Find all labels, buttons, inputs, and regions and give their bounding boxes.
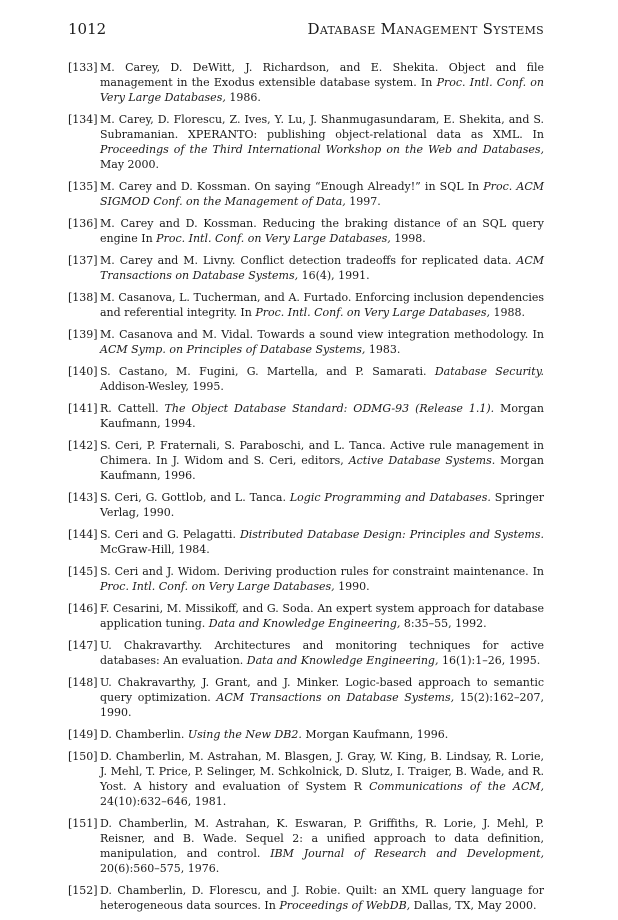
reference-number: [145] [68, 565, 98, 578]
reference-number: [134] [68, 113, 98, 126]
reference-text [100, 60, 544, 105]
reference-entry [68, 883, 544, 913]
reference-fragment: 1988. [489, 306, 525, 319]
reference-entry [68, 60, 544, 105]
reference-fragment: 16(4), 1991. [298, 269, 370, 282]
reference-text [100, 883, 544, 913]
reference-fragment: D. Chamberlin, M. Astrahan, M. Blasgen, J. Gray, W. King, B. Lindsay, R. Lorie, J. Mehl, T. Price, P. Selinger, M. Schkolnick, D. Slutz, I. Traiger, B. Wade, and R. Yost. A history and evaluation of System R [100, 750, 544, 793]
reference-entry [68, 364, 544, 394]
reference-text [100, 527, 544, 557]
reference-fragment: M. Carey, D. DeWitt, J. Richardson, and E. Shekita. Object and file management in the Exodus extensible database system. In [100, 61, 544, 89]
reference-entry [68, 216, 544, 246]
reference-entry [68, 601, 544, 631]
reference-entry [68, 401, 544, 431]
reference-venue: Data and Knowledge Engineering, [208, 617, 401, 630]
reference-number: [138] [68, 291, 98, 304]
reference-text [100, 253, 544, 283]
reference-number: [147] [68, 639, 98, 652]
reference-fragment: M. Casanova and M. Vidal. Towards a sound view integration methodology. In [100, 328, 544, 341]
reference-venue: Data and Knowledge Engineering, [246, 654, 439, 667]
page-header [68, 20, 544, 42]
reference-number: [139] [68, 328, 98, 341]
reference-number: [152] [68, 884, 98, 897]
reference-fragment: Morgan Kaufmann, 1996. [100, 454, 544, 482]
reference-fragment: M. Carey and D. Kossman. Reducing the braking distance of an SQL query engine In [100, 217, 544, 245]
reference-fragment: S. Ceri and G. Pelagatti. [100, 528, 240, 541]
reference-text [100, 216, 544, 246]
reference-fragment: 1998. [390, 232, 426, 245]
reference-text [100, 401, 544, 431]
reference-fragment: Addison-Wesley, 1995. [100, 380, 224, 393]
reference-number: [137] [68, 254, 98, 267]
reference-text [100, 179, 544, 209]
reference-text [100, 490, 544, 520]
reference-entry [68, 564, 544, 594]
reference-text [100, 438, 544, 483]
reference-fragment: D. Chamberlin. [100, 728, 188, 741]
reference-text [100, 564, 544, 594]
reference-entry [68, 179, 544, 209]
reference-fragment: S. Ceri and J. Widom. Deriving production rules for constraint maintenance. In [100, 565, 544, 578]
reference-fragment: S. Ceri, G. Gottlob, and L. Tanca. [100, 491, 290, 504]
reference-text [100, 816, 544, 876]
reference-venue: Proceedings of WebDB, [279, 899, 411, 912]
reference-fragment: R. Cattell. [100, 402, 165, 415]
reference-fragment: U. Chakravarthy. Architectures and monitoring techniques for active databases: An evaluation. [100, 639, 544, 667]
reference-venue: Proceedings of the Third International Workshop on the Web and Databases, [100, 143, 544, 156]
reference-fragment: M. Casanova, L. Tucherman, and A. Furtado. Enforcing inclusion dependencies and referential integrity. In [100, 291, 544, 319]
reference-fragment: Dallas, TX, May 2000. [410, 899, 537, 912]
reference-number: [144] [68, 528, 98, 541]
reference-entry [68, 490, 544, 520]
reference-number: [150] [68, 750, 98, 763]
reference-fragment: Morgan Kaufmann, 1994. [100, 402, 544, 430]
reference-fragment: McGraw-Hill, 1984. [100, 543, 210, 556]
reference-number: [136] [68, 217, 98, 230]
reference-fragment: 1997. [345, 195, 381, 208]
reference-fragment: 8:35–55, 1992. [400, 617, 487, 630]
reference-venue: Communications of the ACM, [369, 780, 544, 793]
reference-text [100, 749, 544, 809]
reference-number: [141] [68, 402, 98, 415]
reference-entry [68, 327, 544, 357]
reference-venue: Proc. ACM SIGMOD Conf. on the Management of Data, [100, 180, 544, 208]
page-number: 1012 [68, 20, 107, 38]
reference-entry [68, 749, 544, 809]
reference-fragment: S. Ceri, P. Fraternali, S. Paraboschi, and L. Tanca. Active rule management in Chimera. In J. Widom and S. Ceri, editors, [100, 439, 544, 467]
reference-text [100, 675, 544, 720]
reference-list [68, 60, 544, 920]
reference-fragment: 24(10):632–646, 1981. [100, 795, 227, 808]
reference-fragment: 16(1):1–26, 1995. [438, 654, 541, 667]
reference-number: [143] [68, 491, 98, 504]
reference-fragment: M. Carey and D. Kossman. On saying “Enough Already!” in SQL In [100, 180, 484, 193]
reference-venue: ACM Symp. on Principles of Database Systems, [100, 343, 366, 356]
reference-fragment: M. Carey and M. Livny. Conflict detection tradeoffs for replicated data. [100, 254, 517, 267]
reference-entry [68, 438, 544, 483]
reference-venue: Active Database Systems. [348, 454, 496, 467]
reference-fragment: U. Chakravarthy, J. Grant, and J. Minker. Logic-based approach to semantic query optimization. [100, 676, 544, 704]
reference-number: [140] [68, 365, 98, 378]
reference-entry [68, 816, 544, 876]
reference-fragment: D. Chamberlin, D. Florescu, and J. Robie. Quilt: an XML query language for heterogeneous data sources. In [100, 884, 544, 912]
reference-text [100, 638, 544, 668]
reference-venue: Database Security. [434, 365, 544, 378]
reference-venue: IBM Journal of Research and Development, [270, 847, 544, 860]
reference-venue: ACM Transactions on Database Systems, [216, 691, 455, 704]
reference-venue: The Object Database Standard: ODMG-93 (Release 1.1). [164, 402, 495, 415]
reference-entry [68, 290, 544, 320]
reference-fragment: May 2000. [100, 158, 160, 171]
reference-fragment: 1983. [365, 343, 401, 356]
reference-fragment: Springer Verlag, 1990. [100, 491, 545, 519]
reference-venue: Proc. Intl. Conf. on Very Large Databases, [255, 306, 490, 319]
reference-fragment: 15(2):162–207, 1990. [100, 691, 544, 719]
reference-number: [133] [68, 61, 98, 74]
reference-venue: Proc. Intl. Conf. on Very Large Databases, [100, 76, 544, 104]
reference-fragment: S. Castano, M. Fugini, G. Martella, and P. Samarati. [100, 365, 435, 378]
reference-venue: ACM Transactions on Database Systems, [100, 254, 544, 282]
reference-fragment: M. Carey, D. Florescu, Z. Ives, Y. Lu, J. Shanmugasundaram, E. Shekita, and S. Subramanian. XPERANTO: publishing object-relational data as XML. In [100, 113, 544, 141]
reference-fragment: 1990. [334, 580, 370, 593]
reference-text [100, 364, 544, 394]
reference-text [100, 727, 544, 742]
reference-number: [149] [68, 728, 98, 741]
reference-number: [142] [68, 439, 98, 452]
reference-venue: Proc. Intl. Conf. on Very Large Databases, [100, 580, 335, 593]
reference-venue: Proc. Intl. Conf. on Very Large Databases, [156, 232, 391, 245]
running-title: Database Management Systems [307, 20, 544, 38]
reference-number: [146] [68, 602, 98, 615]
reference-entry [68, 675, 544, 720]
reference-fragment: 1986. [225, 91, 261, 104]
reference-text [100, 290, 544, 320]
reference-entry [68, 527, 544, 557]
reference-entry [68, 253, 544, 283]
reference-fragment: F. Cesarini, M. Missikoff, and G. Soda. An expert system approach for database application tuning. [100, 602, 544, 630]
reference-number: [151] [68, 817, 98, 830]
reference-venue: Using the New DB2. [187, 728, 302, 741]
reference-text [100, 327, 544, 357]
reference-fragment: D. Chamberlin, M. Astrahan, K. Eswaran, P. Griffiths, R. Lorie, J. Mehl, P. Reisner, and B. Wade. Sequel 2: a unified approach to data definition, manipulation, and control. [100, 817, 544, 860]
reference-venue: Logic Programming and Databases. [289, 491, 491, 504]
reference-entry [68, 638, 544, 668]
reference-text [100, 112, 544, 172]
reference-number: [148] [68, 676, 98, 689]
reference-text [100, 601, 544, 631]
reference-venue: Distributed Database Design: Principles and Systems. [239, 528, 544, 541]
reference-fragment: 20(6):560–575, 1976. [100, 862, 220, 875]
reference-fragment: Morgan Kaufmann, 1996. [301, 728, 449, 741]
reference-entry [68, 112, 544, 172]
reference-entry [68, 727, 544, 742]
reference-number: [135] [68, 180, 98, 193]
